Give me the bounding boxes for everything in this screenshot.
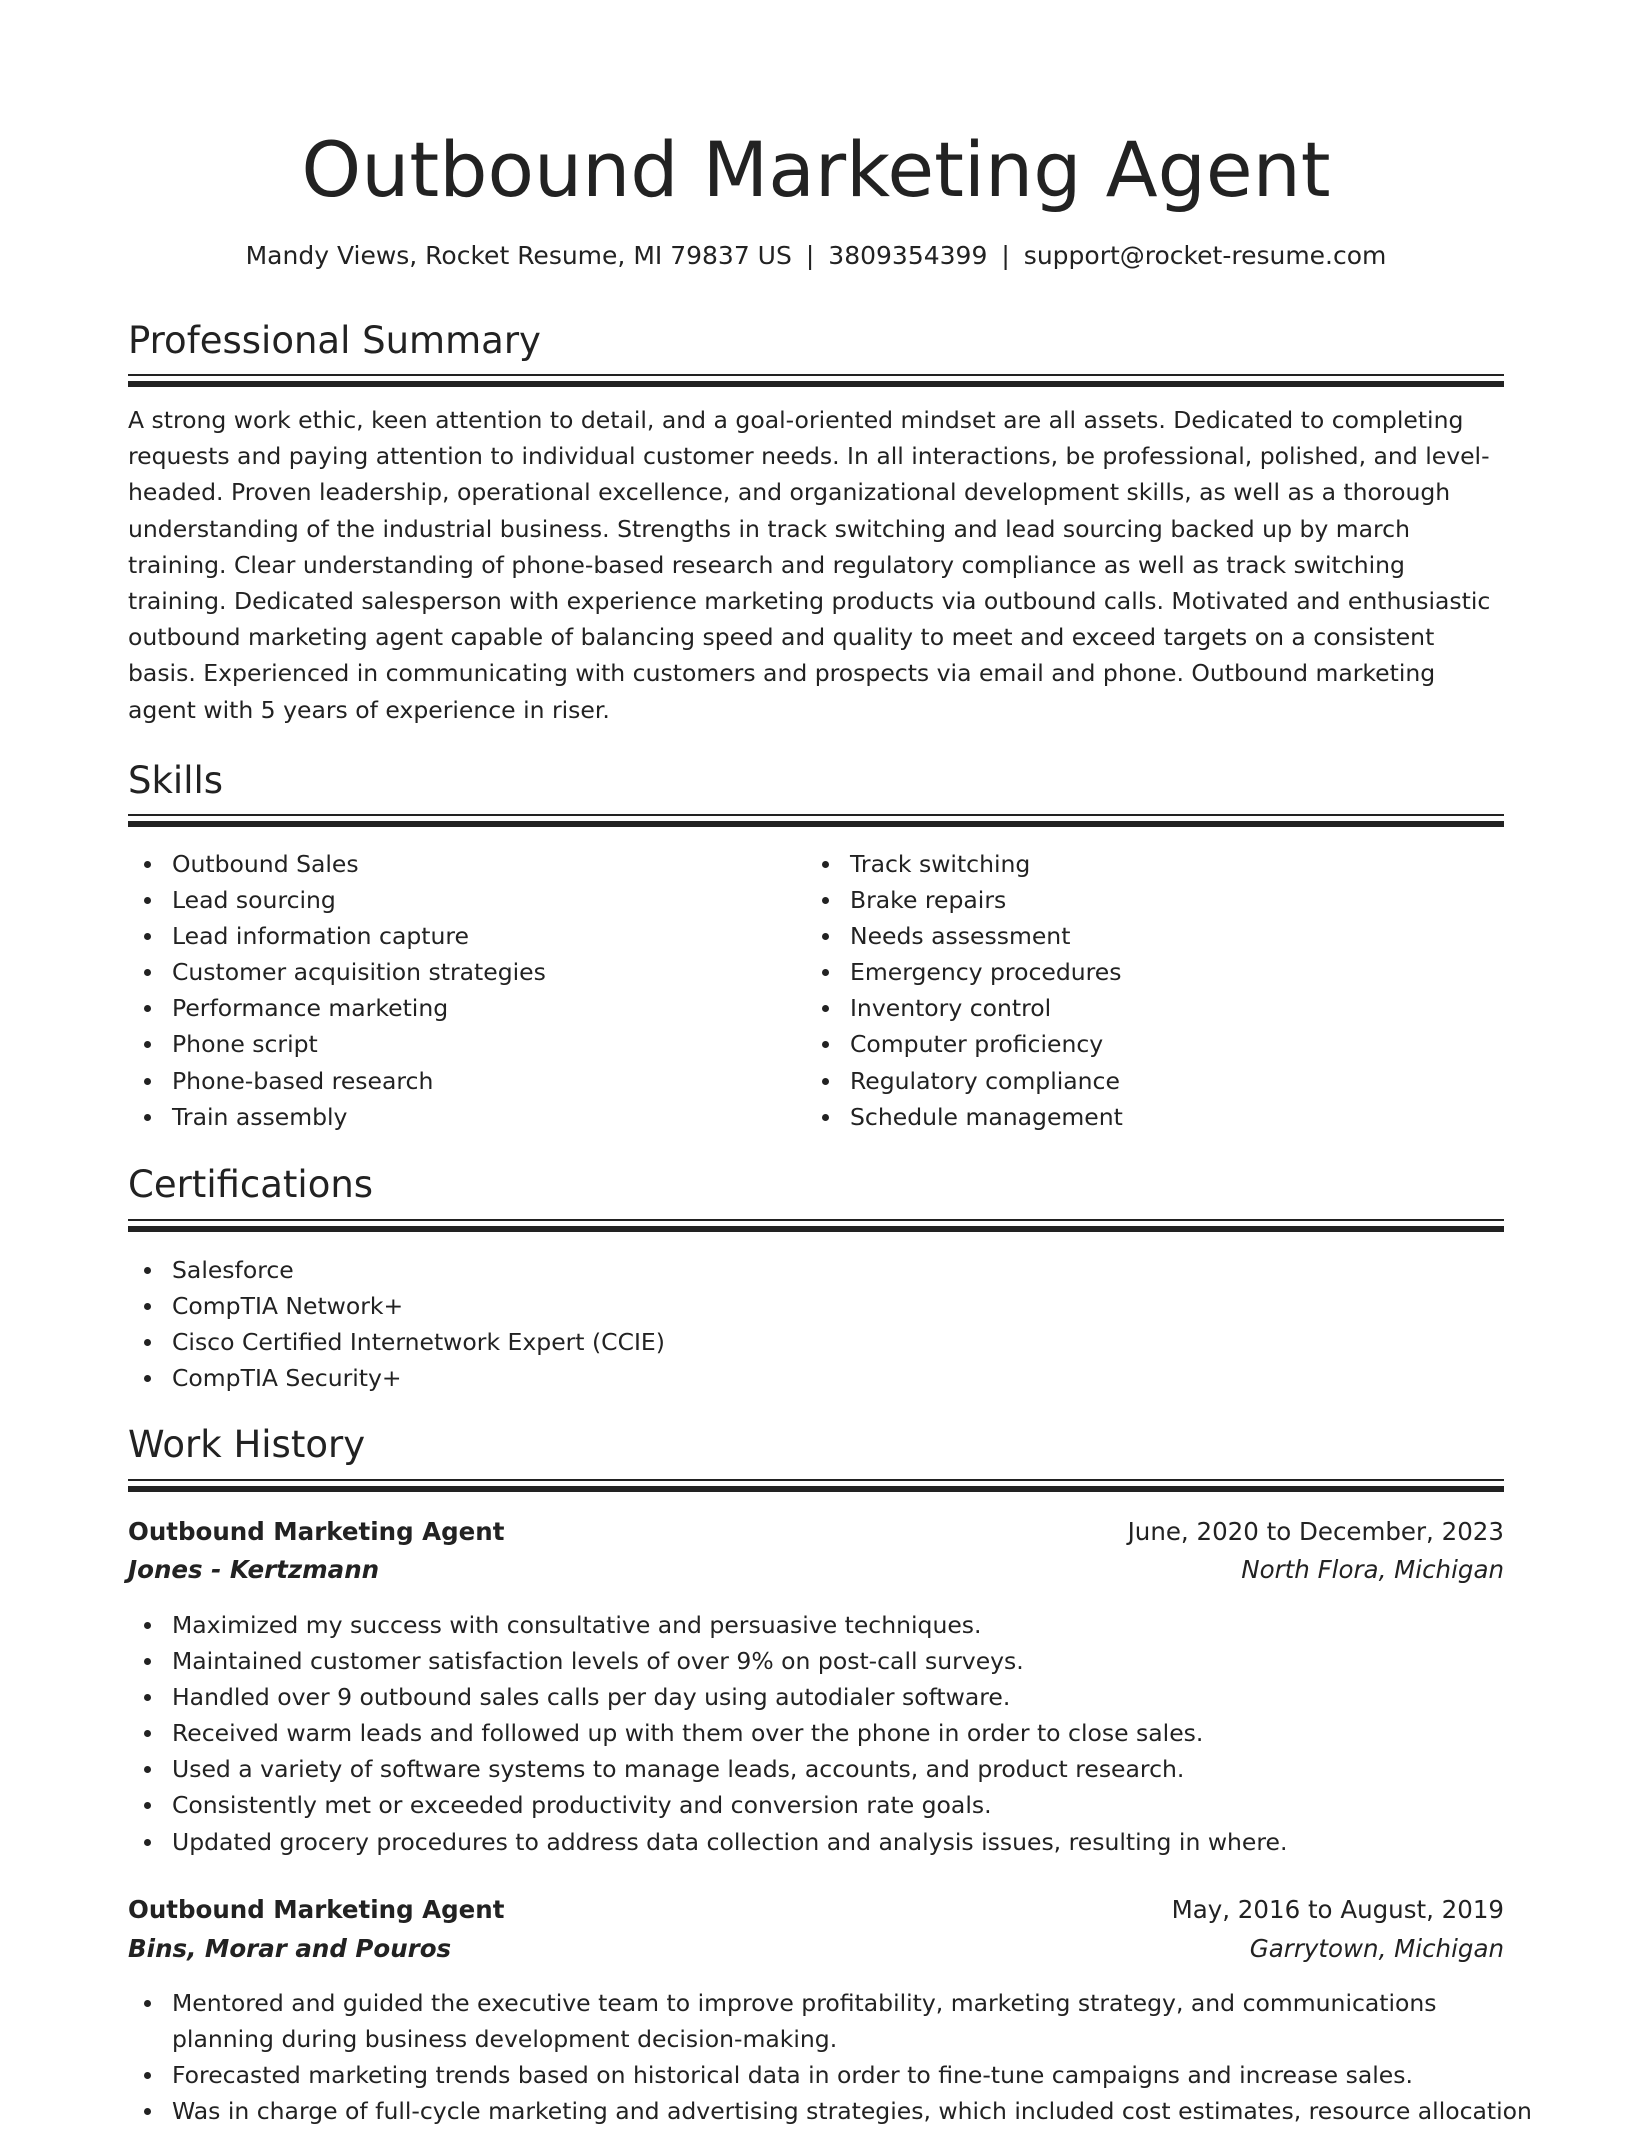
list-item: Train assembly [172, 1099, 792, 1135]
list-item: Brake repairs [850, 882, 1500, 918]
job-bullets [128, 1607, 1502, 1860]
certifications-list [128, 1252, 1502, 1396]
list-item: Maintained customer satisfaction levels of over 9% on post-call surveys. [172, 1643, 1502, 1679]
list-item: Consistently met or exceeded productivity and conversion rate goals. [172, 1787, 1502, 1823]
list-item: Performance marketing [172, 990, 792, 1026]
job-dates: June, 2020 to December, 2023 [1127, 1517, 1504, 1546]
list-item: Forecasted marketing trends based on historical data in order to fine-tune campaigns and increase sales. [172, 2057, 1504, 2093]
section-heading-work-history: Work History [128, 1423, 366, 1466]
section-divider [128, 1219, 1504, 1233]
job-bullets [128, 1985, 1532, 2129]
list-item: Lead information capture [172, 918, 792, 954]
job-location: North Flora, Michigan [1241, 1555, 1504, 1584]
list-item: Salesforce [172, 1252, 1502, 1288]
job-dates: May, 2016 to August, 2019 [1171, 1895, 1504, 1924]
section-heading-certifications: Certifications [128, 1163, 374, 1206]
list-item: Inventory control [850, 990, 1500, 1026]
list-item: CompTIA Security+ [172, 1360, 1502, 1396]
contact-email[interactable]: support@rocket-resume.com [1023, 241, 1387, 270]
section-divider [128, 1479, 1504, 1493]
job-company: Bins, Morar and Pouros [128, 1934, 452, 1963]
job-title: Outbound Marketing Agent [128, 1895, 505, 1924]
section-heading-skills: Skills [128, 759, 224, 802]
list-item: Needs assessment [850, 918, 1500, 954]
list-item: Lead sourcing [172, 882, 792, 918]
job-subheader [128, 1931, 1504, 1967]
list-item: Schedule management [850, 1099, 1500, 1135]
list-item: Track switching [850, 846, 1500, 882]
section-heading-summary: Professional Summary [128, 319, 541, 362]
list-item: Regulatory compliance [850, 1063, 1500, 1099]
list-item: Phone-based research [172, 1063, 792, 1099]
skills-list-left [128, 846, 792, 1135]
list-item: Computer proficiency [850, 1026, 1500, 1062]
list-item: Mentored and guided the executive team to improve profitability, marketing strategy, and communications planning during business development decision-making. [172, 1985, 1504, 2057]
job-subheader [128, 1552, 1504, 1588]
contact-phone[interactable]: 3809354399 [828, 241, 988, 270]
contact-line [128, 238, 1504, 274]
summary-text: A strong work ethic, keen attention to detail, and a goal-oriented mindset are all assets. Dedicated to completing requests and paying attention to individual customer needs. In all interactions, be professional, polished, and level-headed. Proven leadership, operational excellence, and organizational development skills, as well as a thorough understanding of the industrial business. Strengths in track switching and lead sourcing backed up by march training. Clear understanding of phone-based research and regulatory compliance as well as track switching training. Dedicated salesperson with experience marketing products via outbound calls. Motivated and enthusiastic outbound marketing agent capable of balancing speed and quality to meet and exceed targets on a consistent basis. Experienced in communicating with customers and prospects via email and phone. Outbound marketing agent with 5 years of experience in riser. [128, 406, 1491, 724]
list-item: Handled over 9 outbound sales calls per day using autodialer software. [172, 1679, 1502, 1715]
list-item: Outbound Sales [172, 846, 792, 882]
contact-separator: | [1001, 241, 1010, 270]
list-item: Received warm leads and followed up with them over the phone in order to close sales. [172, 1715, 1502, 1751]
job-header [128, 1892, 1504, 1928]
section-divider [128, 374, 1504, 388]
list-item: Phone script [172, 1026, 792, 1062]
list-item: Updated grocery procedures to address data collection and analysis issues, resulting in where. [172, 1824, 1502, 1860]
contact-address: Mandy Views, Rocket Resume, MI 79837 US [245, 241, 792, 270]
job-company: Jones - Kertzmann [128, 1555, 380, 1584]
resume-title: Outbound Marketing Agent [301, 125, 1331, 214]
section-divider [128, 814, 1504, 828]
list-item: Cisco Certified Internetwork Expert (CCIE) [172, 1324, 1502, 1360]
list-item: CompTIA Network+ [172, 1288, 1502, 1324]
job-header [128, 1514, 1504, 1550]
list-item: Maximized my success with consultative and persuasive techniques. [172, 1607, 1502, 1643]
job-location: Garrytown, Michigan [1249, 1934, 1504, 1963]
list-item: Was in charge of full-cycle marketing and advertising strategies, which included cost estimates, resource allocation [172, 2093, 1504, 2129]
list-item: Used a variety of software systems to manage leads, accounts, and product research. [172, 1751, 1502, 1787]
list-item: Customer acquisition strategies [172, 954, 792, 990]
skills-list-right [806, 846, 1500, 1135]
list-item: Emergency procedures [850, 954, 1500, 990]
job-title: Outbound Marketing Agent [128, 1517, 505, 1546]
contact-separator: | [805, 241, 815, 270]
